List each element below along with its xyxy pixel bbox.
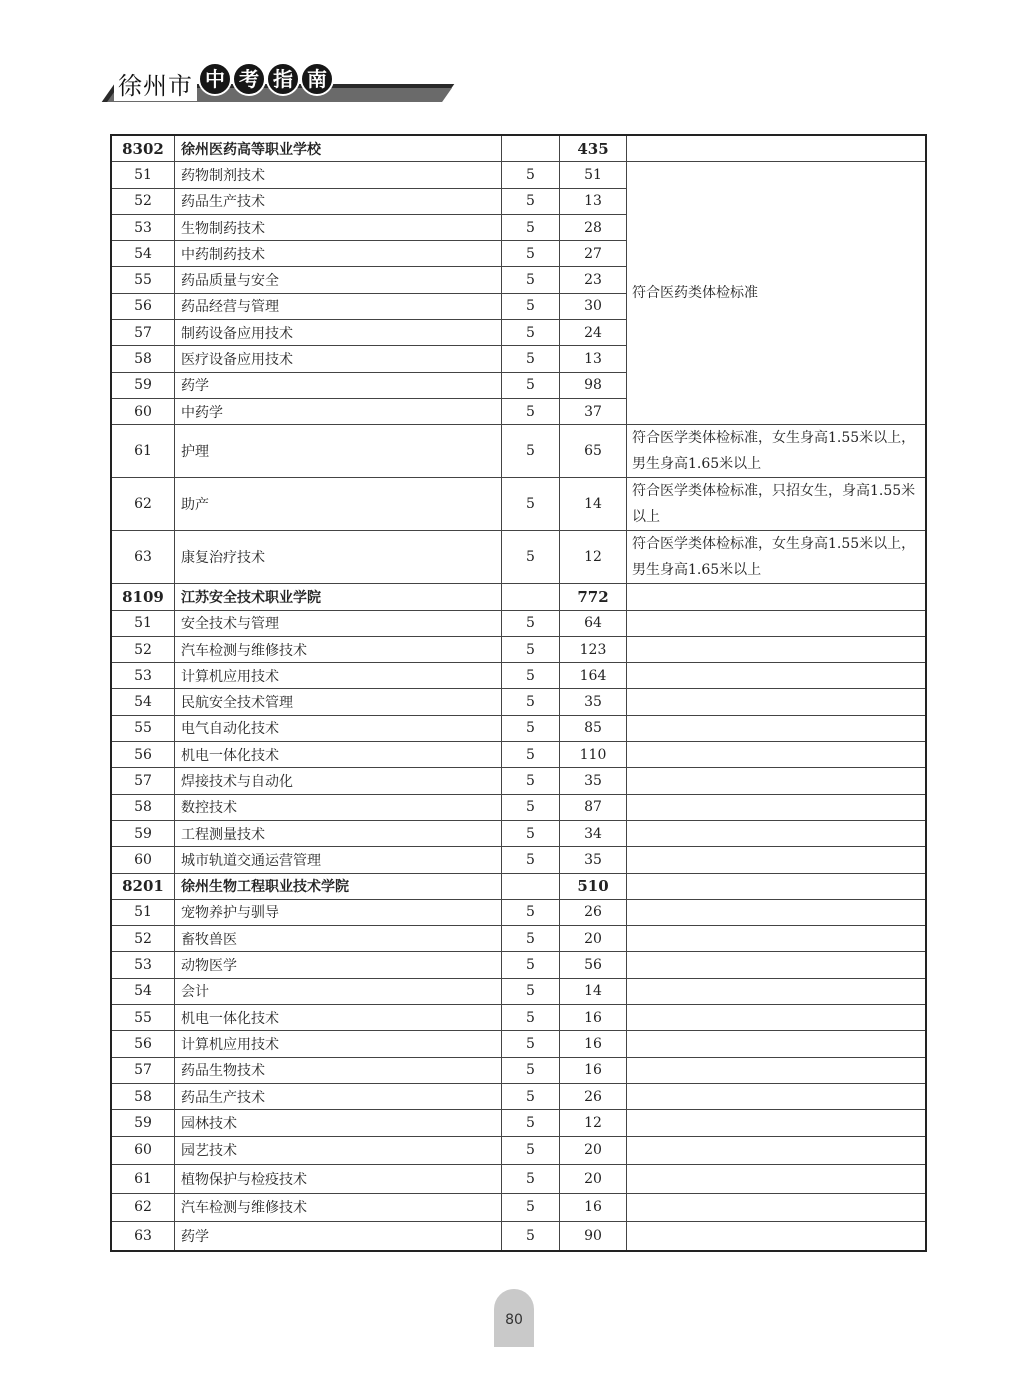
header-title-char-3: 指 bbox=[266, 62, 300, 96]
major-years: 5 bbox=[502, 663, 560, 689]
major-note bbox=[627, 952, 927, 978]
major-years: 5 bbox=[502, 320, 560, 346]
table-row bbox=[111, 742, 926, 768]
table-row bbox=[111, 1165, 926, 1194]
major-name: 会计 bbox=[175, 978, 502, 1004]
major-code: 55 bbox=[111, 715, 175, 741]
major-years: 5 bbox=[502, 1005, 560, 1031]
major-name: 计算机应用技术 bbox=[175, 663, 502, 689]
major-code: 62 bbox=[111, 478, 175, 531]
major-plan: 35 bbox=[560, 768, 627, 794]
major-code: 54 bbox=[111, 978, 175, 1004]
table-row bbox=[111, 952, 926, 978]
major-note bbox=[627, 636, 927, 662]
major-note bbox=[627, 1083, 927, 1109]
major-code: 63 bbox=[111, 531, 175, 584]
major-years: 5 bbox=[502, 241, 560, 267]
major-years: 5 bbox=[502, 1165, 560, 1194]
school-code: 8201 bbox=[111, 873, 175, 899]
school-row bbox=[111, 135, 926, 162]
major-note bbox=[627, 926, 927, 952]
major-name: 助产 bbox=[175, 478, 502, 531]
major-note bbox=[627, 794, 927, 820]
major-years: 5 bbox=[502, 372, 560, 398]
major-years: 5 bbox=[502, 346, 560, 372]
table-row bbox=[111, 478, 926, 531]
table-row bbox=[111, 1222, 926, 1251]
major-name: 中药学 bbox=[175, 398, 502, 424]
major-note bbox=[627, 1031, 927, 1057]
major-note: 符合医学类体检标准，只招女生，身高1.55米以上 bbox=[627, 478, 927, 531]
major-note bbox=[627, 899, 927, 925]
major-name: 药品经营与管理 bbox=[175, 293, 502, 319]
major-code: 52 bbox=[111, 636, 175, 662]
table-row bbox=[111, 663, 926, 689]
major-plan: 16 bbox=[560, 1193, 627, 1222]
major-note bbox=[627, 847, 927, 873]
major-code: 58 bbox=[111, 794, 175, 820]
header-title-char-2: 考 bbox=[232, 62, 266, 96]
school-years bbox=[502, 584, 560, 610]
major-name: 中药制药技术 bbox=[175, 241, 502, 267]
major-years: 5 bbox=[502, 293, 560, 319]
major-plan: 37 bbox=[560, 398, 627, 424]
major-note bbox=[627, 610, 927, 636]
table-row bbox=[111, 715, 926, 741]
major-plan: 13 bbox=[560, 188, 627, 214]
school-years bbox=[502, 873, 560, 899]
major-plan: 87 bbox=[560, 794, 627, 820]
table-row bbox=[111, 1193, 926, 1222]
major-code: 62 bbox=[111, 1193, 175, 1222]
major-plan: 65 bbox=[560, 425, 627, 478]
major-years: 5 bbox=[502, 188, 560, 214]
major-code: 58 bbox=[111, 346, 175, 372]
table-row bbox=[111, 531, 926, 584]
major-years: 5 bbox=[502, 899, 560, 925]
header-city: 徐州市 bbox=[114, 66, 197, 101]
school-years bbox=[502, 135, 560, 162]
major-name: 护理 bbox=[175, 425, 502, 478]
major-plan: 14 bbox=[560, 478, 627, 531]
major-plan: 123 bbox=[560, 636, 627, 662]
major-plan: 24 bbox=[560, 320, 627, 346]
major-name: 药品质量与安全 bbox=[175, 267, 502, 293]
major-plan: 90 bbox=[560, 1222, 627, 1251]
school-note bbox=[627, 584, 927, 610]
major-code: 53 bbox=[111, 952, 175, 978]
major-name: 制药设备应用技术 bbox=[175, 320, 502, 346]
major-name: 医疗设备应用技术 bbox=[175, 346, 502, 372]
major-name: 安全技术与管理 bbox=[175, 610, 502, 636]
table-row bbox=[111, 926, 926, 952]
major-years: 5 bbox=[502, 1031, 560, 1057]
major-years: 5 bbox=[502, 531, 560, 584]
major-plan: 35 bbox=[560, 847, 627, 873]
major-years: 5 bbox=[502, 847, 560, 873]
page-header bbox=[100, 58, 360, 108]
major-years: 5 bbox=[502, 610, 560, 636]
major-name: 焊接技术与自动化 bbox=[175, 768, 502, 794]
major-name: 数控技术 bbox=[175, 794, 502, 820]
header-title-char-4: 南 bbox=[300, 62, 334, 96]
school-name: 徐州医药高等职业学校 bbox=[175, 135, 502, 162]
major-code: 52 bbox=[111, 926, 175, 952]
major-code: 53 bbox=[111, 663, 175, 689]
major-code: 56 bbox=[111, 742, 175, 768]
major-plan: 16 bbox=[560, 1031, 627, 1057]
major-plan: 20 bbox=[560, 1136, 627, 1165]
major-years: 5 bbox=[502, 478, 560, 531]
major-plan: 35 bbox=[560, 689, 627, 715]
header-title-char-1: 中 bbox=[198, 62, 232, 96]
major-years: 5 bbox=[502, 742, 560, 768]
major-name: 畜牧兽医 bbox=[175, 926, 502, 952]
school-total: 435 bbox=[560, 135, 627, 162]
major-years: 5 bbox=[502, 162, 560, 188]
major-note bbox=[627, 820, 927, 846]
major-note bbox=[627, 689, 927, 715]
major-note bbox=[627, 1057, 927, 1083]
major-name: 生物制药技术 bbox=[175, 214, 502, 240]
table-row bbox=[111, 425, 926, 478]
major-name: 植物保护与检疫技术 bbox=[175, 1165, 502, 1194]
major-years: 5 bbox=[502, 1136, 560, 1165]
major-name: 药品生产技术 bbox=[175, 1083, 502, 1109]
major-plan: 12 bbox=[560, 531, 627, 584]
major-code: 54 bbox=[111, 241, 175, 267]
school-name: 江苏安全技术职业学院 bbox=[175, 584, 502, 610]
major-years: 5 bbox=[502, 267, 560, 293]
major-code: 59 bbox=[111, 1110, 175, 1136]
major-code: 60 bbox=[111, 1136, 175, 1165]
major-plan: 56 bbox=[560, 952, 627, 978]
table-row bbox=[111, 636, 926, 662]
major-name: 园林技术 bbox=[175, 1110, 502, 1136]
major-plan: 34 bbox=[560, 820, 627, 846]
major-plan: 14 bbox=[560, 978, 627, 1004]
major-plan: 164 bbox=[560, 663, 627, 689]
major-note bbox=[627, 1222, 927, 1251]
major-name: 康复治疗技术 bbox=[175, 531, 502, 584]
major-years: 5 bbox=[502, 689, 560, 715]
major-name: 机电一体化技术 bbox=[175, 1005, 502, 1031]
table-row bbox=[111, 978, 926, 1004]
major-note bbox=[627, 1136, 927, 1165]
major-code: 59 bbox=[111, 372, 175, 398]
major-name: 药物制剂技术 bbox=[175, 162, 502, 188]
major-note bbox=[627, 1165, 927, 1194]
major-years: 5 bbox=[502, 425, 560, 478]
major-name: 药学 bbox=[175, 372, 502, 398]
major-years: 5 bbox=[502, 978, 560, 1004]
major-note bbox=[627, 1005, 927, 1031]
major-name: 计算机应用技术 bbox=[175, 1031, 502, 1057]
major-plan: 16 bbox=[560, 1005, 627, 1031]
table-row bbox=[111, 1031, 926, 1057]
major-code: 56 bbox=[111, 1031, 175, 1057]
major-note bbox=[627, 768, 927, 794]
major-plan: 16 bbox=[560, 1057, 627, 1083]
school-row bbox=[111, 873, 926, 899]
page-number: 80 bbox=[494, 1289, 534, 1347]
major-name: 汽车检测与维修技术 bbox=[175, 636, 502, 662]
major-code: 63 bbox=[111, 1222, 175, 1251]
major-name: 药学 bbox=[175, 1222, 502, 1251]
school-total: 772 bbox=[560, 584, 627, 610]
school-code: 8109 bbox=[111, 584, 175, 610]
school-total: 510 bbox=[560, 873, 627, 899]
major-years: 5 bbox=[502, 398, 560, 424]
major-note: 符合医学类体检标准，女生身高1.55米以上，男生身高1.65米以上 bbox=[627, 425, 927, 478]
major-note bbox=[627, 663, 927, 689]
major-years: 5 bbox=[502, 1222, 560, 1251]
major-code: 57 bbox=[111, 320, 175, 346]
table-row bbox=[111, 899, 926, 925]
table-row bbox=[111, 1083, 926, 1109]
major-years: 5 bbox=[502, 794, 560, 820]
school-code: 8302 bbox=[111, 135, 175, 162]
major-note: 符合医学类体检标准，女生身高1.55米以上，男生身高1.65米以上 bbox=[627, 531, 927, 584]
major-years: 5 bbox=[502, 1057, 560, 1083]
major-plan: 12 bbox=[560, 1110, 627, 1136]
table-row bbox=[111, 1136, 926, 1165]
major-name: 园艺技术 bbox=[175, 1136, 502, 1165]
major-code: 51 bbox=[111, 899, 175, 925]
major-name: 机电一体化技术 bbox=[175, 742, 502, 768]
major-code: 55 bbox=[111, 267, 175, 293]
major-name: 汽车检测与维修技术 bbox=[175, 1193, 502, 1222]
major-code: 61 bbox=[111, 425, 175, 478]
major-years: 5 bbox=[502, 952, 560, 978]
table-row bbox=[111, 1057, 926, 1083]
major-name: 电气自动化技术 bbox=[175, 715, 502, 741]
table-row bbox=[111, 689, 926, 715]
major-plan: 64 bbox=[560, 610, 627, 636]
major-name: 药品生产技术 bbox=[175, 188, 502, 214]
major-name: 药品生物技术 bbox=[175, 1057, 502, 1083]
table-row bbox=[111, 768, 926, 794]
table-row bbox=[111, 1005, 926, 1031]
major-name: 城市轨道交通运营管理 bbox=[175, 847, 502, 873]
major-years: 5 bbox=[502, 214, 560, 240]
major-years: 5 bbox=[502, 1193, 560, 1222]
major-code: 53 bbox=[111, 214, 175, 240]
table-row bbox=[111, 820, 926, 846]
major-code: 55 bbox=[111, 1005, 175, 1031]
major-code: 57 bbox=[111, 1057, 175, 1083]
school-name: 徐州生物工程职业技术学院 bbox=[175, 873, 502, 899]
major-plan: 20 bbox=[560, 926, 627, 952]
major-note bbox=[627, 742, 927, 768]
major-code: 57 bbox=[111, 768, 175, 794]
major-code: 54 bbox=[111, 689, 175, 715]
major-plan: 20 bbox=[560, 1165, 627, 1194]
table-row bbox=[111, 794, 926, 820]
major-plan: 23 bbox=[560, 267, 627, 293]
major-plan: 28 bbox=[560, 214, 627, 240]
major-code: 60 bbox=[111, 847, 175, 873]
enrollment-table bbox=[110, 134, 927, 1252]
major-years: 5 bbox=[502, 1083, 560, 1109]
major-code: 58 bbox=[111, 1083, 175, 1109]
major-code: 61 bbox=[111, 1165, 175, 1194]
table-row bbox=[111, 162, 926, 188]
school-row bbox=[111, 584, 926, 610]
school-note bbox=[627, 135, 927, 162]
major-code: 60 bbox=[111, 398, 175, 424]
major-code: 52 bbox=[111, 188, 175, 214]
major-note bbox=[627, 1193, 927, 1222]
major-note-group: 符合医药类体检标准 bbox=[627, 162, 927, 425]
major-years: 5 bbox=[502, 715, 560, 741]
table-row bbox=[111, 1110, 926, 1136]
major-plan: 13 bbox=[560, 346, 627, 372]
major-years: 5 bbox=[502, 1110, 560, 1136]
major-code: 51 bbox=[111, 162, 175, 188]
major-plan: 51 bbox=[560, 162, 627, 188]
major-code: 56 bbox=[111, 293, 175, 319]
table-row bbox=[111, 610, 926, 636]
table-row bbox=[111, 847, 926, 873]
major-plan: 110 bbox=[560, 742, 627, 768]
major-note bbox=[627, 715, 927, 741]
school-note bbox=[627, 873, 927, 899]
major-years: 5 bbox=[502, 820, 560, 846]
major-plan: 26 bbox=[560, 1083, 627, 1109]
major-name: 宠物养护与驯导 bbox=[175, 899, 502, 925]
major-note bbox=[627, 1110, 927, 1136]
major-plan: 85 bbox=[560, 715, 627, 741]
major-plan: 26 bbox=[560, 899, 627, 925]
major-plan: 30 bbox=[560, 293, 627, 319]
major-plan: 27 bbox=[560, 241, 627, 267]
major-plan: 98 bbox=[560, 372, 627, 398]
major-name: 民航安全技术管理 bbox=[175, 689, 502, 715]
major-name: 动物医学 bbox=[175, 952, 502, 978]
major-code: 59 bbox=[111, 820, 175, 846]
major-years: 5 bbox=[502, 926, 560, 952]
major-code: 51 bbox=[111, 610, 175, 636]
major-name: 工程测量技术 bbox=[175, 820, 502, 846]
major-years: 5 bbox=[502, 768, 560, 794]
major-note bbox=[627, 978, 927, 1004]
major-years: 5 bbox=[502, 636, 560, 662]
